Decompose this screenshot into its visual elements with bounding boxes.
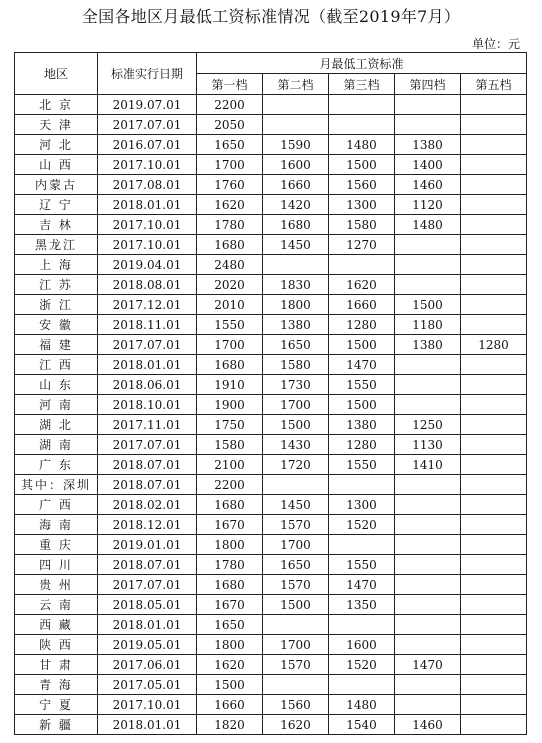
- wage-cell: [395, 375, 461, 395]
- table-row: [15, 115, 527, 135]
- wage-cell: 1780: [197, 215, 263, 235]
- wage-cell: 1480: [329, 135, 395, 155]
- date-cell: 2018.06.01: [98, 375, 197, 395]
- wage-cell: 1120: [395, 195, 461, 215]
- wage-cell: 1700: [263, 635, 329, 655]
- wage-cell: 1680: [197, 495, 263, 515]
- wage-cell: 1700: [263, 535, 329, 555]
- table-row: [15, 395, 527, 415]
- wage-cell: 1380: [329, 415, 395, 435]
- wage-cell: 1560: [329, 175, 395, 195]
- wage-cell: 1460: [395, 175, 461, 195]
- region-cell: 贵 州: [15, 575, 98, 595]
- region-cell: 湖 北: [15, 415, 98, 435]
- wage-cell: 1300: [329, 195, 395, 215]
- wage-cell: [263, 255, 329, 275]
- wage-cell: 1750: [197, 415, 263, 435]
- table-row: [15, 375, 527, 395]
- wage-cell: 1660: [197, 695, 263, 715]
- wage-cell: 1500: [263, 415, 329, 435]
- region-cell: 江 苏: [15, 275, 98, 295]
- wage-cell: 2010: [197, 295, 263, 315]
- table-row: [15, 695, 527, 715]
- region-cell: 河 北: [15, 135, 98, 155]
- date-cell: 2018.01.01: [98, 195, 197, 215]
- wage-cell: [395, 475, 461, 495]
- region-cell: 海 南: [15, 515, 98, 535]
- region-cell: 山 东: [15, 375, 98, 395]
- wage-cell: 1760: [197, 175, 263, 195]
- wage-cell: [395, 675, 461, 695]
- wage-cell: 1460: [395, 715, 461, 735]
- region-cell: 吉 林: [15, 215, 98, 235]
- wage-cell: 1680: [197, 575, 263, 595]
- table-row: [15, 135, 527, 155]
- table-row: [15, 495, 527, 515]
- wage-cell: [461, 135, 527, 155]
- region-cell: 西 藏: [15, 615, 98, 635]
- wage-cell: 1820: [197, 715, 263, 735]
- region-cell: 内蒙古: [15, 175, 98, 195]
- wage-cell: [461, 455, 527, 475]
- wage-cell: 1700: [197, 335, 263, 355]
- date-cell: 2017.10.01: [98, 695, 197, 715]
- wage-cell: [395, 695, 461, 715]
- wage-cell: 1500: [329, 155, 395, 175]
- wage-cell: [461, 195, 527, 215]
- wage-cell: 1500: [197, 675, 263, 695]
- wage-cell: 1450: [263, 495, 329, 515]
- wage-cell: 1600: [329, 635, 395, 655]
- table-row: [15, 655, 527, 675]
- wage-cell: [395, 575, 461, 595]
- table-row: [15, 155, 527, 175]
- wage-cell: [395, 595, 461, 615]
- region-cell: 云 南: [15, 595, 98, 615]
- wage-cell: [329, 255, 395, 275]
- header-group: 月最低工资标准: [197, 53, 527, 74]
- table-row: [15, 415, 527, 435]
- wage-cell: [329, 675, 395, 695]
- table-row: [15, 455, 527, 475]
- wage-cell: 1400: [395, 155, 461, 175]
- wage-cell: 1480: [329, 695, 395, 715]
- wage-cell: [461, 215, 527, 235]
- wage-cell: 1380: [395, 135, 461, 155]
- region-cell: 浙 江: [15, 295, 98, 315]
- wage-cell: 1720: [263, 455, 329, 475]
- date-cell: 2018.10.01: [98, 395, 197, 415]
- wage-cell: 1680: [263, 215, 329, 235]
- wage-cell: [461, 575, 527, 595]
- region-cell: 青 海: [15, 675, 98, 695]
- table-row: [15, 335, 527, 355]
- date-cell: 2017.06.01: [98, 655, 197, 675]
- wage-cell: [461, 695, 527, 715]
- table-row: [15, 315, 527, 335]
- wage-cell: 2480: [197, 255, 263, 275]
- wage-cell: 1730: [263, 375, 329, 395]
- wage-cell: 1520: [329, 655, 395, 675]
- region-cell: 辽 宁: [15, 195, 98, 215]
- wage-cell: 1620: [329, 275, 395, 295]
- region-cell: 陕 西: [15, 635, 98, 655]
- wage-cell: 1280: [461, 335, 527, 355]
- wage-cell: [263, 475, 329, 495]
- wage-cell: [395, 255, 461, 275]
- region-cell: 新 疆: [15, 715, 98, 735]
- wage-cell: [461, 435, 527, 455]
- wage-cell: [461, 415, 527, 435]
- wage-cell: [395, 635, 461, 655]
- wage-cell: [461, 275, 527, 295]
- header-tier: 第二档: [263, 74, 329, 95]
- wage-cell: [461, 95, 527, 115]
- header-tier: 第五档: [461, 74, 527, 95]
- table-row: [15, 235, 527, 255]
- region-cell: 广 东: [15, 455, 98, 475]
- wage-cell: 1500: [329, 395, 395, 415]
- table-row: [15, 595, 527, 615]
- wage-cell: 1500: [395, 295, 461, 315]
- wage-cell: 1650: [197, 615, 263, 635]
- wage-cell: 1550: [329, 555, 395, 575]
- wage-cell: 1670: [197, 595, 263, 615]
- date-cell: 2019.04.01: [98, 255, 197, 275]
- date-cell: 2018.08.01: [98, 275, 197, 295]
- wage-cell: 1520: [329, 515, 395, 535]
- date-cell: 2017.10.01: [98, 215, 197, 235]
- wage-cell: [461, 555, 527, 575]
- date-cell: 2017.12.01: [98, 295, 197, 315]
- wage-cell: 1660: [263, 175, 329, 195]
- region-cell: 甘 肃: [15, 655, 98, 675]
- table-row: [15, 95, 527, 115]
- wage-cell: [395, 275, 461, 295]
- header-region: 地区: [15, 53, 98, 95]
- wage-cell: 1800: [197, 635, 263, 655]
- date-cell: 2017.07.01: [98, 115, 197, 135]
- wage-cell: [263, 95, 329, 115]
- wage-cell: [329, 535, 395, 555]
- wage-cell: [461, 495, 527, 515]
- table-row: [15, 475, 527, 495]
- wage-cell: [461, 175, 527, 195]
- table-row: [15, 175, 527, 195]
- table-row: [15, 255, 527, 275]
- wage-cell: 1700: [197, 155, 263, 175]
- wage-cell: [461, 515, 527, 535]
- date-cell: 2018.07.01: [98, 555, 197, 575]
- region-cell: 其中：深圳: [15, 475, 98, 495]
- wage-cell: 1800: [197, 535, 263, 555]
- wage-cell: 1280: [329, 315, 395, 335]
- wage-cell: [461, 255, 527, 275]
- table-row: [15, 295, 527, 315]
- wage-cell: 1550: [329, 375, 395, 395]
- wage-cell: [461, 355, 527, 375]
- wage-cell: 1500: [329, 335, 395, 355]
- wage-cell: 1300: [329, 495, 395, 515]
- region-cell: 江 西: [15, 355, 98, 375]
- date-cell: 2018.11.01: [98, 315, 197, 335]
- header-tier: 第一档: [197, 74, 263, 95]
- wage-cell: 1380: [395, 335, 461, 355]
- region-cell: 四 川: [15, 555, 98, 575]
- table-row: [15, 355, 527, 375]
- region-cell: 安 徽: [15, 315, 98, 335]
- wage-cell: 1620: [197, 195, 263, 215]
- date-cell: 2016.07.01: [98, 135, 197, 155]
- wage-cell: [263, 615, 329, 635]
- date-cell: 2018.07.01: [98, 475, 197, 495]
- wage-cell: 1280: [329, 435, 395, 455]
- wage-cell: [461, 395, 527, 415]
- wage-cell: 1130: [395, 435, 461, 455]
- min-wage-table: [14, 52, 527, 735]
- wage-cell: 2200: [197, 95, 263, 115]
- wage-cell: [461, 535, 527, 555]
- wage-cell: 1780: [197, 555, 263, 575]
- wage-cell: 1430: [263, 435, 329, 455]
- wage-cell: [461, 595, 527, 615]
- date-cell: 2018.01.01: [98, 355, 197, 375]
- wage-cell: [395, 535, 461, 555]
- wage-cell: 1670: [197, 515, 263, 535]
- table-row: [15, 675, 527, 695]
- region-cell: 福 建: [15, 335, 98, 355]
- wage-cell: [263, 115, 329, 135]
- region-cell: 河 南: [15, 395, 98, 415]
- date-cell: 2017.10.01: [98, 235, 197, 255]
- wage-cell: [461, 715, 527, 735]
- wage-cell: 2200: [197, 475, 263, 495]
- region-cell: 天 津: [15, 115, 98, 135]
- wage-cell: 1600: [263, 155, 329, 175]
- wage-cell: 1620: [263, 715, 329, 735]
- table-row: [15, 215, 527, 235]
- wage-cell: 1580: [329, 215, 395, 235]
- region-cell: 宁 夏: [15, 695, 98, 715]
- wage-cell: 1650: [263, 335, 329, 355]
- page-title: 全国各地区月最低工资标准情况（截至2019年7月）: [81, 7, 461, 26]
- date-cell: 2017.05.01: [98, 675, 197, 695]
- wage-cell: [461, 375, 527, 395]
- wage-cell: [329, 475, 395, 495]
- wage-cell: 1250: [395, 415, 461, 435]
- date-cell: 2018.02.01: [98, 495, 197, 515]
- wage-cell: 1470: [329, 575, 395, 595]
- table-row: [15, 615, 527, 635]
- wage-cell: 1570: [263, 575, 329, 595]
- wage-cell: 1560: [263, 695, 329, 715]
- wage-cell: 1900: [197, 395, 263, 415]
- wage-cell: 1480: [395, 215, 461, 235]
- date-cell: 2018.07.01: [98, 455, 197, 475]
- wage-cell: 1550: [197, 315, 263, 335]
- date-cell: 2019.05.01: [98, 635, 197, 655]
- wage-cell: 1680: [197, 355, 263, 375]
- wage-cell: [395, 615, 461, 635]
- header-tier: 第三档: [329, 74, 395, 95]
- wage-cell: 1570: [263, 515, 329, 535]
- wage-cell: [395, 235, 461, 255]
- wage-cell: 1550: [329, 455, 395, 475]
- wage-cell: 1620: [197, 655, 263, 675]
- wage-cell: [329, 95, 395, 115]
- region-cell: 湖 南: [15, 435, 98, 455]
- region-cell: 广 西: [15, 495, 98, 515]
- region-cell: 重 庆: [15, 535, 98, 555]
- header-tier: 第四档: [395, 74, 461, 95]
- wage-cell: 1680: [197, 235, 263, 255]
- wage-cell: 1180: [395, 315, 461, 335]
- table-row: [15, 195, 527, 215]
- wage-cell: 1450: [263, 235, 329, 255]
- wage-cell: 1700: [263, 395, 329, 415]
- wage-cell: [461, 155, 527, 175]
- wage-cell: 1350: [329, 595, 395, 615]
- wage-cell: 1660: [329, 295, 395, 315]
- wage-cell: [461, 235, 527, 255]
- wage-cell: 1380: [263, 315, 329, 335]
- wage-cell: [395, 515, 461, 535]
- wage-cell: 1470: [329, 355, 395, 375]
- wage-cell: [461, 295, 527, 315]
- date-cell: 2017.07.01: [98, 435, 197, 455]
- wage-cell: 1580: [263, 355, 329, 375]
- wage-cell: [461, 655, 527, 675]
- wage-cell: [329, 115, 395, 135]
- header-date: 标准实行日期: [98, 53, 197, 95]
- wage-cell: [395, 95, 461, 115]
- wage-cell: [395, 355, 461, 375]
- region-cell: 黑龙江: [15, 235, 98, 255]
- wage-cell: 1570: [263, 655, 329, 675]
- date-cell: 2017.11.01: [98, 415, 197, 435]
- wage-cell: [461, 115, 527, 135]
- wage-cell: [395, 555, 461, 575]
- wage-cell: 1410: [395, 455, 461, 475]
- table-row: [15, 275, 527, 295]
- unit-label: 单位：元: [471, 37, 520, 51]
- region-cell: 北 京: [15, 95, 98, 115]
- date-cell: 2017.07.01: [98, 335, 197, 355]
- table-row: [15, 635, 527, 655]
- table-row: [15, 515, 527, 535]
- wage-cell: 1270: [329, 235, 395, 255]
- date-cell: 2017.10.01: [98, 155, 197, 175]
- wage-cell: 2050: [197, 115, 263, 135]
- wage-cell: 1420: [263, 195, 329, 215]
- date-cell: 2017.07.01: [98, 575, 197, 595]
- wage-cell: 1910: [197, 375, 263, 395]
- wage-cell: 2020: [197, 275, 263, 295]
- wage-cell: 1800: [263, 295, 329, 315]
- wage-cell: 2100: [197, 455, 263, 475]
- wage-cell: 1830: [263, 275, 329, 295]
- date-cell: 2018.01.01: [98, 715, 197, 735]
- date-cell: 2019.07.01: [98, 95, 197, 115]
- wage-cell: [395, 495, 461, 515]
- wage-cell: [461, 675, 527, 695]
- region-cell: 山 西: [15, 155, 98, 175]
- table-row: [15, 535, 527, 555]
- wage-cell: 1590: [263, 135, 329, 155]
- wage-cell: [395, 115, 461, 135]
- wage-cell: 1540: [329, 715, 395, 735]
- wage-cell: [263, 675, 329, 695]
- wage-cell: 1470: [395, 655, 461, 675]
- date-cell: 2017.08.01: [98, 175, 197, 195]
- wage-cell: [329, 615, 395, 635]
- wage-cell: 1650: [263, 555, 329, 575]
- table-row: [15, 555, 527, 575]
- wage-cell: [461, 315, 527, 335]
- date-cell: 2018.12.01: [98, 515, 197, 535]
- date-cell: 2018.01.01: [98, 615, 197, 635]
- wage-cell: [461, 615, 527, 635]
- wage-cell: 1500: [263, 595, 329, 615]
- region-cell: 上 海: [15, 255, 98, 275]
- wage-cell: [461, 635, 527, 655]
- table-row: [15, 435, 527, 455]
- wage-cell: 1650: [197, 135, 263, 155]
- table-row: [15, 575, 527, 595]
- date-cell: 2019.01.01: [98, 535, 197, 555]
- wage-cell: [461, 475, 527, 495]
- wage-cell: [395, 395, 461, 415]
- wage-cell: 1580: [197, 435, 263, 455]
- date-cell: 2018.05.01: [98, 595, 197, 615]
- table-row: [15, 715, 527, 735]
